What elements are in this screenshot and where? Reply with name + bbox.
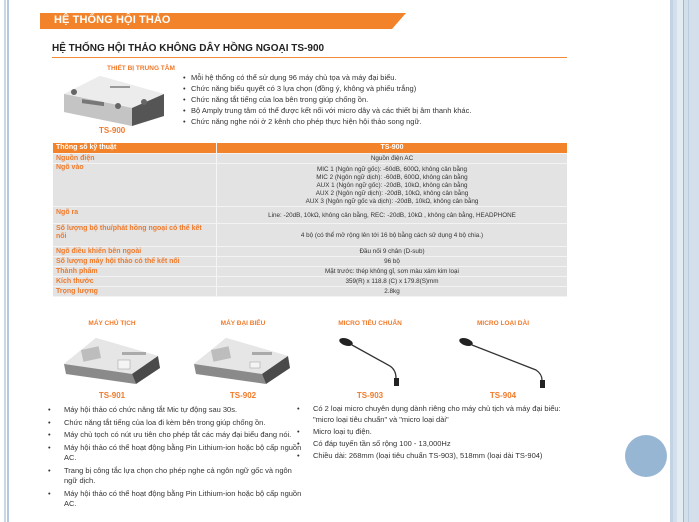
delegate-unit-icon	[192, 334, 292, 388]
table-header-row	[53, 143, 567, 154]
row-value: Mặt trước: thép không gỉ, sơn màu xám kim loại	[217, 267, 567, 277]
right-decor-stripe	[688, 0, 689, 522]
standard-mic-icon	[338, 336, 418, 390]
row-value-line: AUX 1 (Ngôn ngữ gốc): -20dB, 10kΩ, không cân bằng	[316, 182, 468, 189]
page-subtitle: HỆ THỐNG HỘI THẢO KHÔNG DÂY HỒNG NGOẠI TS-900	[52, 43, 325, 54]
row-key: Số lượng bộ thu/phát hồng ngoại có thể kết nối	[53, 224, 217, 247]
row-value: 359(R) x 118.8 (C) x 179.8(S)mm	[217, 277, 567, 287]
spec-table	[53, 143, 567, 297]
banner-title: HỆ THỐNG HỘI THẢO	[54, 14, 171, 26]
row-value	[217, 164, 567, 207]
product-label: MICRO LOẠI DÀI	[477, 320, 529, 327]
chairman-unit-icon	[62, 334, 162, 388]
row-value-line: AUX 3 (Ngôn ngữ gốc và dịch): -20dB, 10kΩ, không cân bằng	[305, 198, 479, 205]
table-row	[53, 154, 567, 164]
feature-item: • Có 2 loại micro chuyên dụng dành riêng cho máy chủ tịch và máy đại biểu: "micro loại tiêu chuẩn" và "micro loại dài"	[305, 404, 575, 425]
table-row	[53, 267, 567, 277]
feature-item: • Chức năng nghe nói ở 2 kênh cho phép thực hiện hội thảo song ngữ.	[183, 116, 471, 127]
table-row	[53, 287, 567, 297]
subtitle-rule	[52, 57, 567, 58]
feature-item: • Chức năng tắt tiếng của loa bên trong giúp chống ồn.	[183, 94, 471, 105]
feature-item: • Trang bị công tắc lựa chọn cho phép nghe cả ngôn ngữ gốc và ngôn ngữ dịch.	[56, 466, 306, 487]
row-value: Line: -20dB, 10kΩ, không cân bằng, REC: -20dB, 10kΩ , không cân bằng, HEADPHONE	[217, 207, 567, 224]
feature-item: • Micro loại tụ điện.	[305, 427, 575, 438]
table-row	[53, 247, 567, 257]
row-value: Nguồn điện AC	[217, 154, 567, 164]
row-key: Ngõ điều khiển bên ngoài	[53, 247, 217, 257]
product-code: TS-904	[489, 391, 517, 400]
table-row	[53, 207, 567, 224]
product-code: TS-902	[229, 391, 257, 400]
right-decor-stripe	[670, 0, 673, 522]
feature-item: • Máy chủ tọch có nút ưu tiên cho phép tắt các máy đại biểu đang nói.	[56, 430, 306, 441]
product-label: MÁY ĐẠI BIỂU	[220, 320, 266, 327]
feature-item: • Chức năng tắt tiếng của loa đi kèm bên trong giúp chống ồn.	[56, 418, 306, 429]
feature-item: • Mỗi hệ thống có thể sử dụng 96 máy chủ tọa và máy đại biểu.	[183, 72, 471, 83]
row-value: Đầu nối 9 chân (D-sub)	[217, 247, 567, 257]
left-border-line	[4, 0, 6, 522]
feature-item: • Chiều dài: 268mm (loại tiêu chuẩn TS-903), 518mm (loại dài TS-904)	[305, 451, 575, 462]
central-unit-label: THIẾT BỊ TRUNG TÂM	[107, 65, 175, 72]
long-mic-icon	[458, 336, 558, 390]
row-key: Ngõ ra	[53, 207, 217, 224]
row-key: Thành phẩm	[53, 267, 217, 277]
table-header-key: Thông số kỹ thuật	[53, 143, 217, 154]
right-decor-panel	[670, 0, 699, 522]
left-border-line	[7, 0, 9, 522]
row-value: 2.8kg	[217, 287, 567, 297]
product-code: TS-903	[356, 391, 384, 400]
row-key: Nguồn điện	[53, 154, 217, 164]
central-unit-features	[183, 72, 471, 127]
table-header-value: TS-900	[217, 143, 567, 154]
row-key: Kích thước	[53, 277, 217, 287]
table-row	[53, 257, 567, 267]
row-value-line: MIC 2 (Ngôn ngữ dịch): -60dB, 600Ω, không cân bằng	[316, 174, 468, 181]
feature-item: • Máy hội thảo có chức năng tắt Mic tự động sau 30s.	[56, 405, 306, 416]
row-value-line: AUX 2 (Ngôn ngữ dịch): -20dB, 10kΩ, không cân bằng	[315, 190, 469, 197]
row-value-line: MIC 1 (Ngôn ngữ gốc): -60dB, 600Ω, không cân bằng	[317, 166, 467, 173]
row-value: 4 bộ (có thể mở rộng lên tới 16 bộ bằng cách sử dụng 4 bộ chia.)	[217, 224, 567, 247]
product-label: MICRO TIÊU CHUẨN	[338, 320, 402, 327]
mic-features	[305, 404, 575, 463]
table-row	[53, 164, 567, 207]
row-key: Trọng lượng	[53, 287, 217, 297]
right-decor-stripe	[683, 0, 684, 522]
feature-item: • Bộ Amply trung tâm có thể được kết nối với micro dây và các thiết bị âm thanh khác.	[183, 105, 471, 116]
product-code: TS-901	[98, 391, 126, 400]
row-key: Số lượng máy hội thảo có thể kết nối	[53, 257, 217, 267]
row-key: Ngõ vào	[53, 164, 217, 207]
feature-item: • Có đáp tuyến tần số rộng 100 - 13,000Hz	[305, 439, 575, 450]
table-row	[53, 277, 567, 287]
section-banner	[40, 13, 406, 29]
table-row	[53, 224, 567, 247]
feature-item: • Máy hội thảo có thể hoạt động bằng Pin Lithium-ion hoặc bộ cấp nguồn AC.	[56, 489, 306, 510]
feature-item: • Chức năng biểu quyết có 3 lựa chọn (đồng ý, không và phiếu trắng)	[183, 83, 471, 94]
central-unit-icon	[60, 72, 168, 128]
row-value: 96 bộ	[217, 257, 567, 267]
feature-item: • Máy hội thảo có thể hoạt động bằng Pin Lithium-ion hoặc bộ cấp nguồn AC.	[56, 443, 306, 464]
decor-circle	[625, 435, 667, 477]
product-label: MÁY CHỦ TỊCH	[88, 320, 136, 327]
central-unit-code: TS-900	[99, 126, 126, 135]
unit-features	[56, 405, 306, 512]
